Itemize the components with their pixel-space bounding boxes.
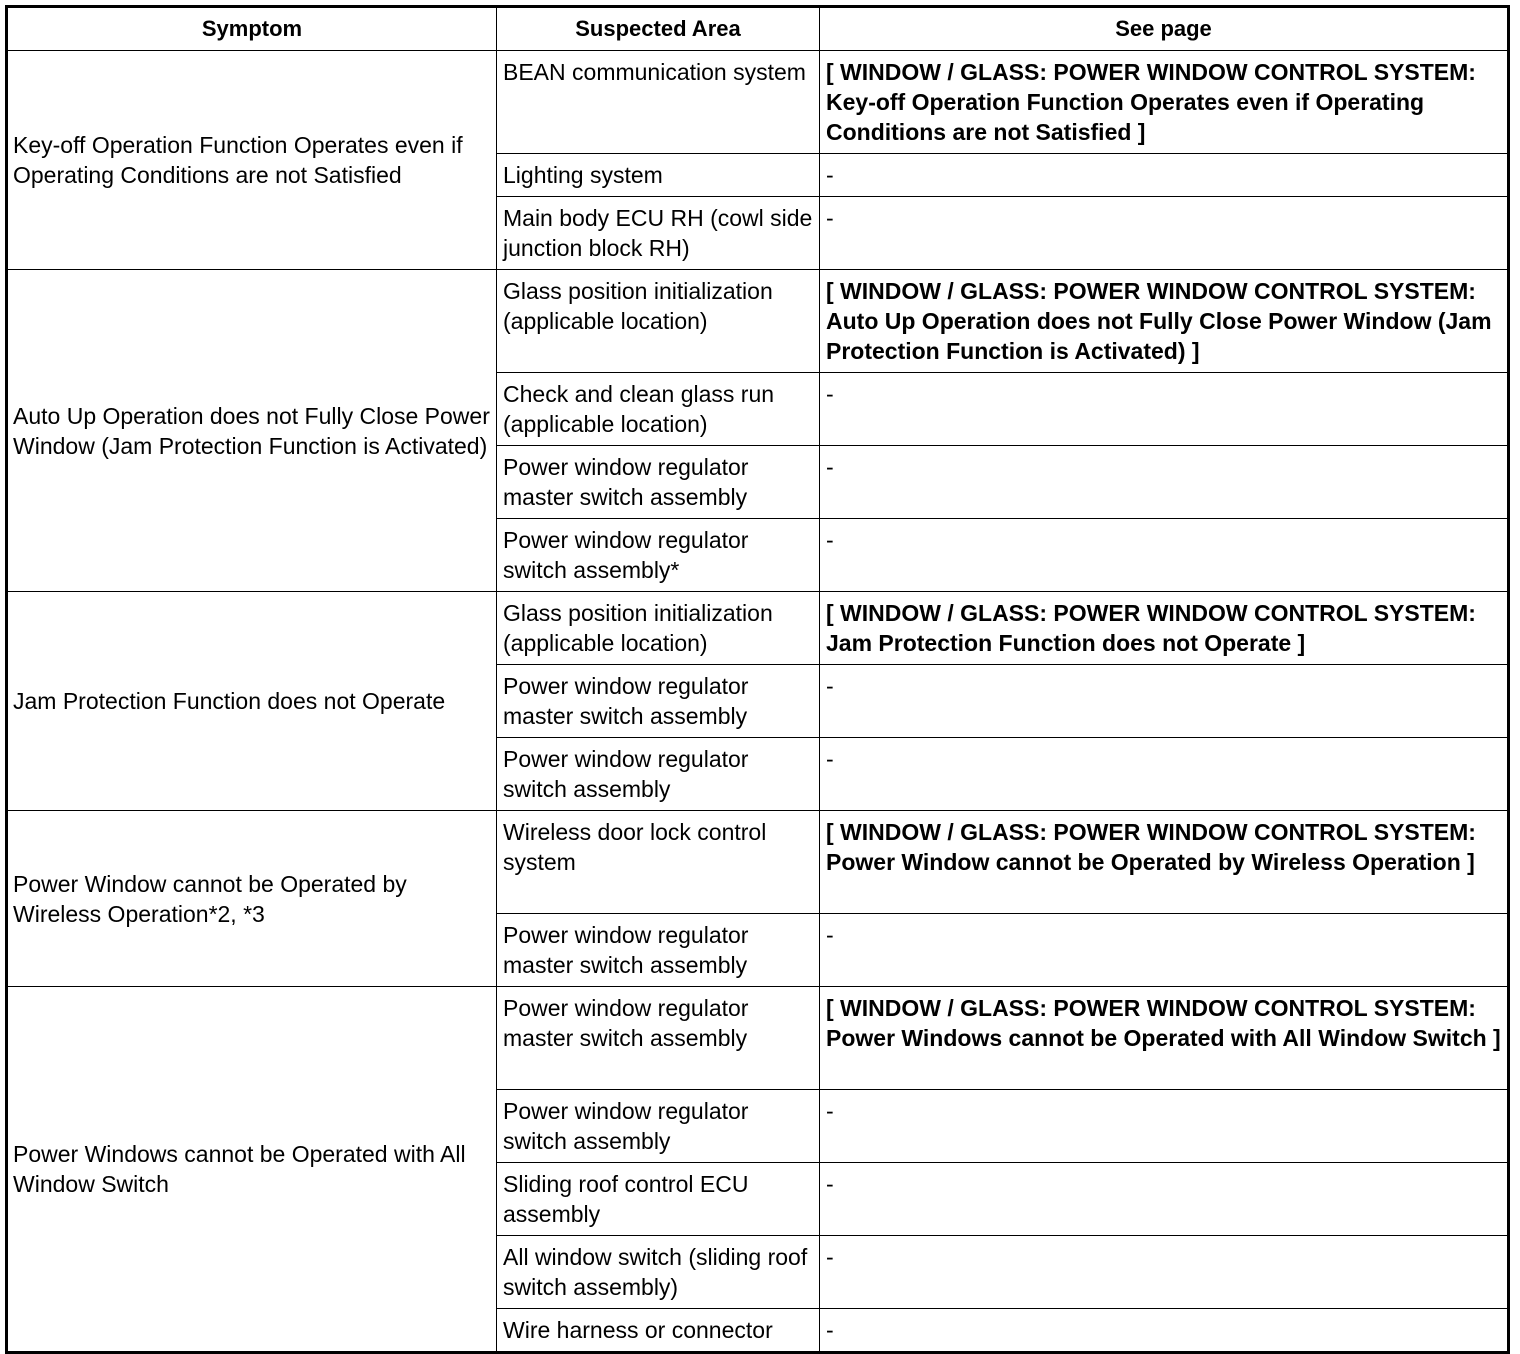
see-page-cell: - [820, 665, 1509, 738]
header-symptom: Symptom [7, 7, 497, 51]
see-page-cell: - [820, 914, 1509, 987]
see-page-cell: - [820, 373, 1509, 446]
see-page-cell: - [820, 1163, 1509, 1236]
see-page-cell: - [820, 519, 1509, 592]
table-row [7, 51, 1509, 154]
header-suspected-area: Suspected Area [497, 7, 820, 51]
suspected-area-cell: Power window regulator switch assembly [497, 738, 820, 811]
diagnosis-table [5, 5, 1510, 1354]
see-page-cell: - [820, 738, 1509, 811]
suspected-area-cell: Main body ECU RH (cowl side junction block RH) [497, 197, 820, 270]
suspected-area-cell: Glass position initialization (applicable location) [497, 592, 820, 665]
see-page-link[interactable]: [ WINDOW / GLASS: POWER WINDOW CONTROL SYSTEM: Power Window cannot be Operated by Wireless Operation ] [820, 811, 1509, 914]
suspected-area-cell: Power window regulator master switch assembly [497, 665, 820, 738]
suspected-area-cell: Power window regulator master switch assembly [497, 987, 820, 1090]
see-page-link[interactable]: [ WINDOW / GLASS: POWER WINDOW CONTROL SYSTEM: Key-off Operation Function Operates even if Operating Conditions are not Satisfied ] [820, 51, 1509, 154]
symptom-cell: Jam Protection Function does not Operate [7, 592, 497, 811]
suspected-area-cell: Power window regulator master switch assembly [497, 914, 820, 987]
table-row [7, 811, 1509, 914]
see-page-cell: - [820, 1309, 1509, 1353]
symptom-cell: Power Windows cannot be Operated with All Window Switch [7, 987, 497, 1353]
suspected-area-cell: Power window regulator switch assembly* [497, 519, 820, 592]
suspected-area-cell: Glass position initialization (applicable location) [497, 270, 820, 373]
suspected-area-cell: Sliding roof control ECU assembly [497, 1163, 820, 1236]
see-page-link[interactable]: [ WINDOW / GLASS: POWER WINDOW CONTROL SYSTEM: Jam Protection Function does not Operate ] [820, 592, 1509, 665]
suspected-area-cell: All window switch (sliding roof switch assembly) [497, 1236, 820, 1309]
suspected-area-cell: Power window regulator master switch assembly [497, 446, 820, 519]
symptom-cell: Power Window cannot be Operated by Wireless Operation*2, *3 [7, 811, 497, 987]
see-page-cell: - [820, 197, 1509, 270]
suspected-area-cell: Check and clean glass run (applicable location) [497, 373, 820, 446]
suspected-area-cell: Wireless door lock control system [497, 811, 820, 914]
see-page-cell: - [820, 154, 1509, 197]
see-page-link[interactable]: [ WINDOW / GLASS: POWER WINDOW CONTROL SYSTEM: Power Windows cannot be Operated with All Window Switch ] [820, 987, 1509, 1090]
table-row [7, 987, 1509, 1090]
see-page-cell: - [820, 1090, 1509, 1163]
header-see-page: See page [820, 7, 1509, 51]
symptom-cell: Key-off Operation Function Operates even if Operating Conditions are not Satisfied [7, 51, 497, 270]
table-row [7, 592, 1509, 665]
symptom-cell: Auto Up Operation does not Fully Close Power Window (Jam Protection Function is Activated) [7, 270, 497, 592]
see-page-cell: - [820, 1236, 1509, 1309]
suspected-area-cell: Power window regulator switch assembly [497, 1090, 820, 1163]
suspected-area-cell: Wire harness or connector [497, 1309, 820, 1353]
table-row [7, 270, 1509, 373]
see-page-link[interactable]: [ WINDOW / GLASS: POWER WINDOW CONTROL SYSTEM: Auto Up Operation does not Fully Close Power Window (Jam Protection Function is Activated) ] [820, 270, 1509, 373]
see-page-cell: - [820, 446, 1509, 519]
suspected-area-cell: BEAN communication system [497, 51, 820, 154]
suspected-area-cell: Lighting system [497, 154, 820, 197]
header-row [7, 7, 1509, 51]
